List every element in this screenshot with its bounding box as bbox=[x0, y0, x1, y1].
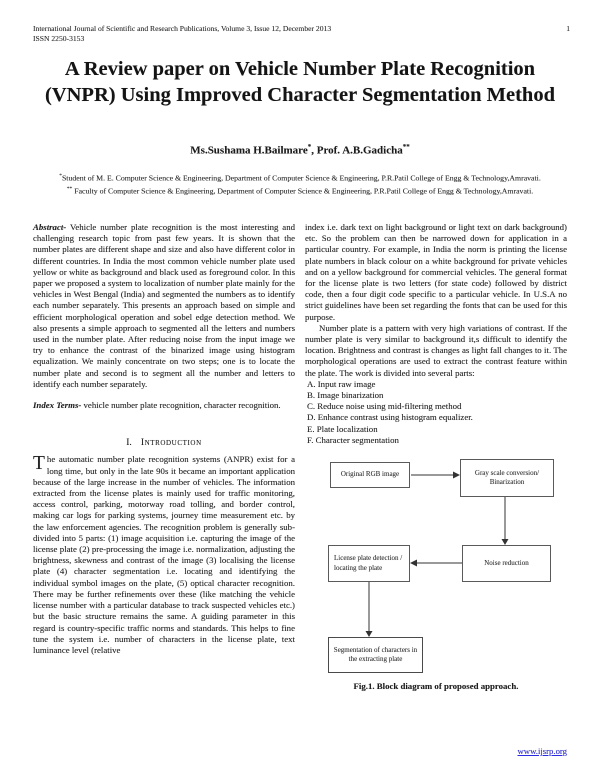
index-terms-text: vehicle number plate recognition, character recognition. bbox=[81, 400, 281, 411]
right-column bbox=[305, 222, 567, 692]
flow-box-license-plate-detection: License plate detection / locating the plate bbox=[328, 545, 410, 582]
journal-line: International Journal of Scientific and Research Publications, Volume 3, Issue 12, December 2013 bbox=[33, 24, 332, 33]
introduction-text: he automatic number plate recognition systems (ANPR) exist for a long time, but only in the late 90s it became an important application because of the large increase in the number of vehicles. The information extracted from the license plates is mainly used for traffic monitoring, access control, parking, motorway road tolling, and border control, making car logs for parking systems, journey time measurement etc. by the law enforcement agencies. The recognition problem is generally sub-divided into 5 parts: (1) image acquisition i.e. capturing the image of the license plate (2) pre-processing the image i.e. normalization, adjusting the brightness, skewness and contrast of the image (3) localising the license plate (4) character segmentation i.e. locating and identifying the individual symbol images on the plate, (5) optical character recognition. There may be further refinements over these (like matching the vehicle license number with a particular database to track suspected vehicles etc.) but the basic structure remains the same. A guiding parameter in this regard is country-specific traffic norms and standards. This helps to fine tune the system i.e. number of characters in the license plate, text luminance level (relative bbox=[33, 454, 295, 655]
left-column bbox=[33, 222, 295, 692]
flow-diagram bbox=[305, 457, 567, 675]
affiliation-line-2 bbox=[48, 184, 552, 197]
page-header bbox=[33, 24, 570, 44]
section-number: I. bbox=[126, 438, 132, 449]
introduction-paragraph bbox=[33, 454, 295, 656]
author-name-1: Ms.Sushama H.Bailmare bbox=[190, 144, 308, 157]
section-title: Introduction bbox=[140, 438, 202, 449]
author-separator: , bbox=[311, 144, 317, 157]
paper-title: A Review paper on Vehicle Number Plate Recognition (VNPR) Using Improved Character Segmentation Method bbox=[45, 58, 555, 106]
work-step-b: B. Image binarization bbox=[307, 390, 384, 401]
page-number: 1 bbox=[566, 24, 570, 33]
flow-box-character-segmentation: Segmentation of characters in the extracting plate bbox=[328, 637, 423, 673]
drop-cap: T bbox=[33, 453, 45, 475]
affiliation-1-mark: * bbox=[59, 173, 62, 179]
journal-website-link[interactable]: www.ijsrp.org bbox=[517, 746, 567, 756]
arrow-left-icon bbox=[410, 560, 462, 567]
index-terms-label: Index Terms- bbox=[33, 400, 82, 411]
abstract-text: Vehicle number plate recognition is the most interesting and challenging research topic from past few years. It is shown that the number plates are different shape and size and also have different color in different countries. In India the most common vehicle number plate used yellow or white as background and black used as foreground color. In this paper we proposed a system to localization of number plate mainly for the vehicles in West Bengal (India) and segmented the numbers as to identify each number separately. This presents an approach based on simple and efficient morphological operation and sobel edge detection method. We also presents a simple approach to segmented all the letters and numbers used in the number plate. After reducing noise from the input image we try to enhance the contrast of the binarized image using histogram equalization. We mainly concentrate on two steps; one is to locate the number plate and second is to segment all the number and letters to identify each number separately. bbox=[33, 222, 295, 389]
flow-box-original-rgb-image: Original RGB image bbox=[330, 462, 410, 488]
abstract-label: Abstract- bbox=[33, 222, 67, 232]
abstract-paragraph bbox=[33, 222, 295, 390]
issn-line: ISSN 2250-3153 bbox=[33, 33, 85, 43]
arrow-down-icon-2 bbox=[366, 582, 373, 637]
work-step-f: F. Character segmentation bbox=[307, 434, 399, 445]
affiliation-1-text: Student of M. E. Computer Science & Engineering, Department of Computer Science & Engineering, P.R.Patil College of Engg & Technology,Amravati. bbox=[61, 173, 541, 183]
work-steps-list bbox=[305, 379, 567, 446]
work-step-d: D. Enhance contrast using histogram equalizer. bbox=[307, 412, 473, 423]
affiliation-line-1 bbox=[48, 171, 552, 184]
work-step-c: C. Reduce noise using mid-filtering method bbox=[307, 401, 462, 412]
section-heading-introduction bbox=[33, 438, 295, 449]
right-paragraph-2: Number plate is a pattern with very high variations of contrast. If the number plate is very similar to background it,s difficult to identify the location. Brightness and contrast is changes as light fall changes to it. The morphological operations are used to extract the contrast feature within the plate. The work is divided into several parts: bbox=[305, 322, 567, 378]
index-terms-paragraph bbox=[33, 400, 295, 411]
flow-box-noise-reduction: Noise reduction bbox=[462, 545, 551, 582]
work-step-e: E. Plate localization bbox=[307, 423, 378, 434]
author-2-mark: ** bbox=[402, 143, 410, 151]
affiliations bbox=[48, 171, 552, 197]
affiliation-2-text: Faculty of Computer Science & Engineering, Department of Computer Science & Engineering, P.R.Patil College of Engg & Technology,Amravati. bbox=[72, 186, 534, 196]
two-column-body bbox=[33, 222, 567, 692]
right-paragraph-1: index i.e. dark text on light background or light text on dark background) etc. So the problem can then be narrowed down for application in a particular country. For example, in India the norm is printing the license plate numbers in black colour on a white background for private vehicles and on a yellow background for commercial vehicles. The general format for the license plate is two letters (for state code) followed by district code, then a four digit code specific to a particular vehicle. In U.S.A no strict guidelines have been set regarding the fonts that can be used for this purpose. bbox=[305, 222, 567, 322]
author-name-2: Prof. A.B.Gadicha bbox=[316, 144, 403, 157]
arrow-right-icon bbox=[411, 472, 460, 479]
arrow-down-icon bbox=[502, 497, 509, 545]
author-1-mark: * bbox=[307, 143, 312, 151]
affiliation-2-mark: ** bbox=[66, 185, 73, 192]
authors-line bbox=[0, 143, 600, 157]
work-step-a: A. Input raw image bbox=[307, 378, 376, 389]
flow-box-gray-scale-conversion: Gray scale conversion/ Binarization bbox=[460, 459, 554, 497]
figure-caption: Fig.1. Block diagram of proposed approach. bbox=[353, 681, 519, 692]
